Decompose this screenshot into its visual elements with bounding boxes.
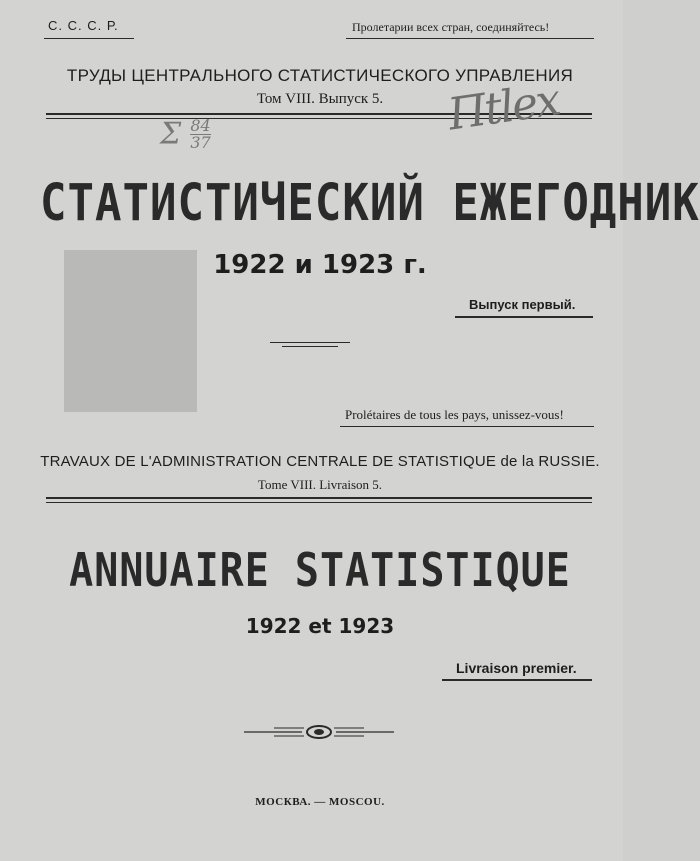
issue-ru-underline <box>455 316 593 318</box>
rule-top-fr <box>46 497 592 499</box>
series-volume-fr: Tome VIII. Livraison 5. <box>257 477 383 492</box>
slogan-fr-underline <box>340 426 594 427</box>
shelfmark-top: 84 <box>190 116 211 135</box>
series-title-ru: ТРУДЫ ЦЕНТРАЛЬНОГО СТАТИСТИЧЕСКОГО УПРАВЛЕНИЯ <box>66 66 574 85</box>
slogan-ru-underline <box>346 38 594 39</box>
issue-ru: Выпуск первый. <box>469 297 576 312</box>
ornament-divider <box>244 722 394 742</box>
slogan-fr: Prolétaires de tous les pays, unissez-vous! <box>345 407 564 422</box>
series-volume-ru: Том VIII. Выпуск 5. <box>256 91 384 107</box>
country-label: С. С. С. Р. <box>48 18 119 33</box>
handwritten-signature: Пtlex <box>444 74 562 141</box>
divider-ru-2 <box>282 346 338 347</box>
years-ru: 1922 и 1923 г. <box>213 250 427 280</box>
country-underline <box>44 38 134 39</box>
shelfmark-prefix: Ʃ <box>160 116 182 152</box>
shelfmark-bottom: 37 <box>190 133 211 152</box>
years-fr: 1922 et 1923 <box>245 614 395 638</box>
divider-ru-1 <box>270 342 350 343</box>
rule-top-fr-2 <box>46 502 592 503</box>
series-title-fr: TRAVAUX DE L'ADMINISTRATION CENTRALE DE STATISTIQUE de la RUSSIE. <box>40 453 600 470</box>
issue-fr: Livraison premier. <box>456 660 577 676</box>
main-title-ru: СТАТИСТИЧЕСКИЙ ЕЖЕГОДНИК <box>40 174 700 233</box>
place-of-publication: МОСКВА. — MOSCOU. <box>255 796 385 808</box>
issue-fr-underline <box>442 679 592 681</box>
redacted-block <box>64 250 197 412</box>
main-title-fr: ANNUAIRE STATISTIQUE <box>69 544 571 598</box>
shelfmark-handwriting <box>160 118 211 151</box>
slogan-ru: Пролетарии всех стран, соединяйтесь! <box>352 20 550 34</box>
